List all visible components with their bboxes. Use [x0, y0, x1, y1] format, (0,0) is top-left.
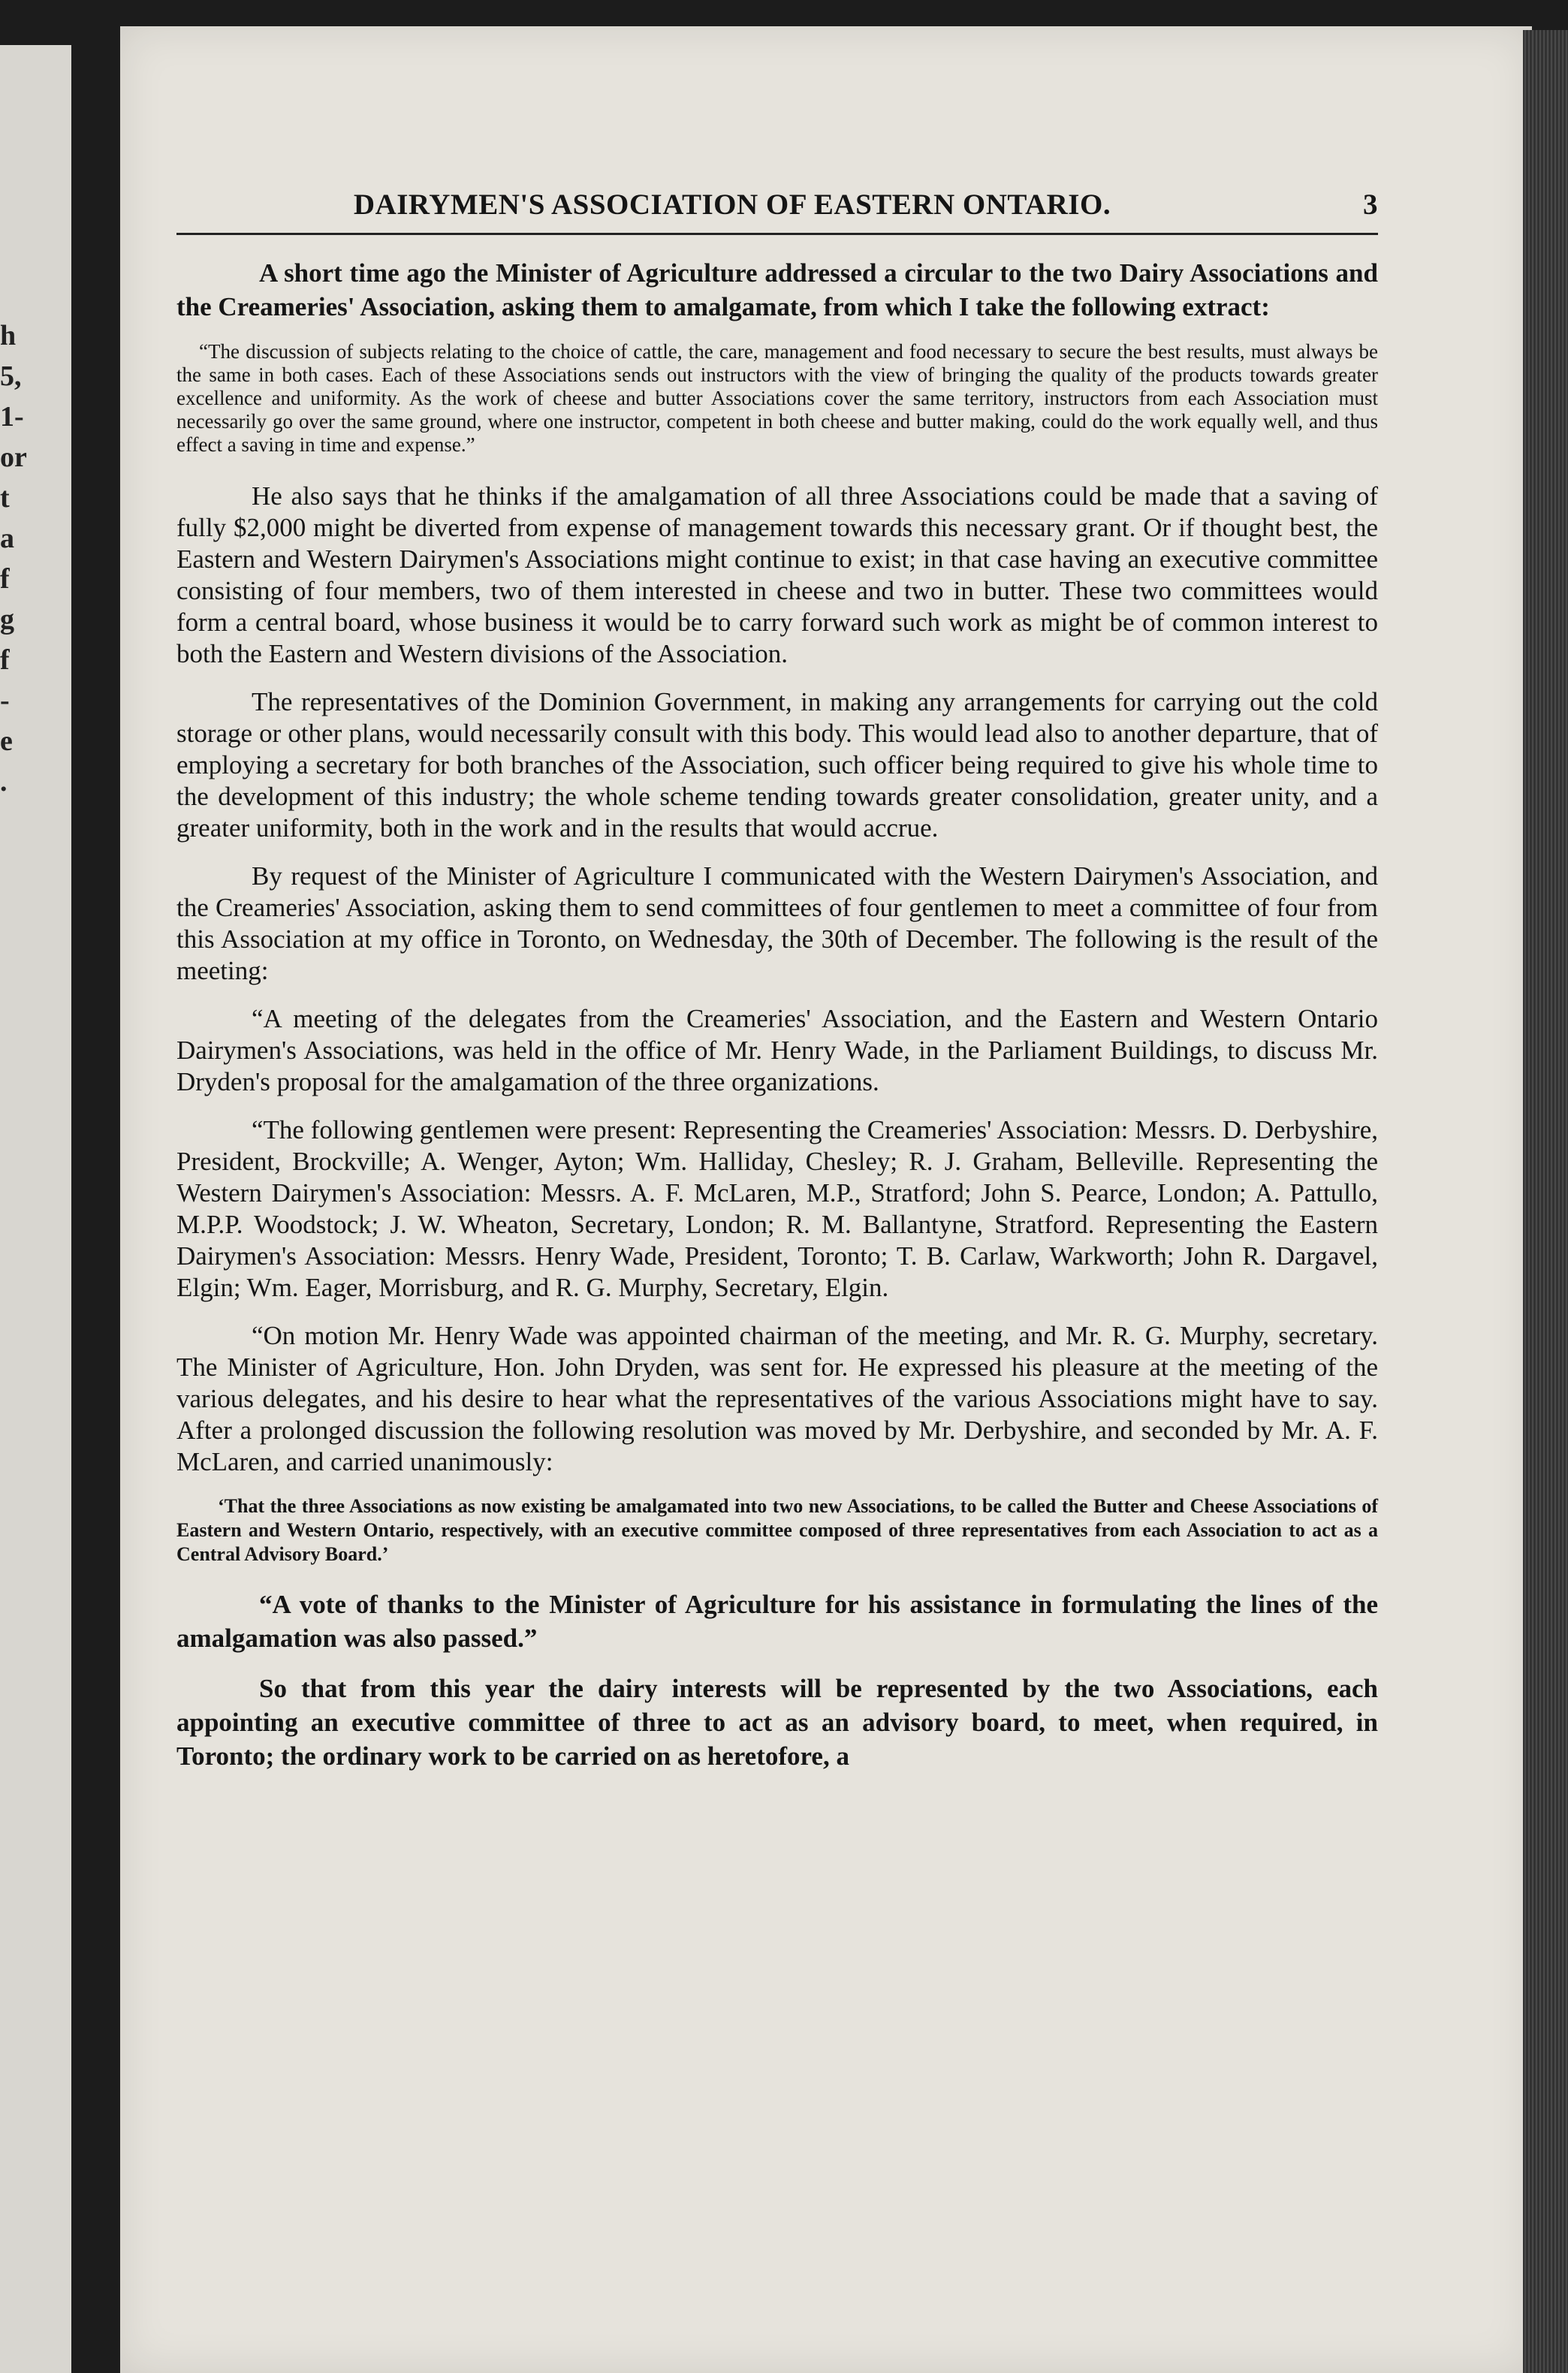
facing-page-text-fragments: h 5, 1- or t a f g f - e .	[0, 320, 27, 798]
header-rule	[176, 233, 1378, 235]
running-title: DAIRYMEN'S ASSOCIATION OF EASTERN ONTARIO.	[353, 188, 1111, 221]
paragraph-amalgamation-savings: He also says that he thinks if the amalgamation of all three Associations could be made that a saving of fully $2,000 might be diverted from expense of management towards this necessary grant. Or if thought best, the Eastern and Western Dairymen's Associations might continue to exist; in that case having an executive committee consisting of four members, two of them interested in cheese and two in butter. These two committees would form a central board, whose business it would be to carry forward such work as might be of common interest to both the Eastern and Western divisions of the Association.	[176, 481, 1378, 668]
paragraph-dominion-government: The representatives of the Dominion Government, in making any arrangements for carrying out the cold storage or other plans, would necessarily consult with this body. This would lead also to another departure, that of employing a secretary for both branches of the Association, such officer being required to give his whole time to the development of this industry; the whole scheme tending towards greater consolidation, greater unity, and a greater uniformity, both in the work and in the results that would accrue.	[176, 687, 1378, 843]
facing-page-edge	[0, 45, 71, 2373]
paragraph-gentlemen-present: “The following gentlemen were present: Representing the Creameries' Association: Messrs. D. Derbyshire, President, Brockville; A. Wenger, Ayton; Wm. Halliday, Chesley; R. J. Graham, Belleville. Representing the Western Dairymen's Association: Messrs. A. F. McLaren, M.P., Stratford; John S. Pearce, London; A. Pattullo, M.P.P. Woodstock; J. W. Wheaton, Secretary, London; R. M. Ballantyne, Stratford. Representing the Eastern Dairymen's Association: Messrs. Henry Wade, President, Toronto; T. B. Carlaw, Warkworth; John R. Dargavel, Elgin; Wm. Eager, Morrisburg, and R. G. Murphy, Secretary, Elgin.	[176, 1115, 1378, 1302]
running-head	[176, 180, 1378, 233]
paragraph-motion: “On motion Mr. Henry Wade was appointed chairman of the meeting, and Mr. R. G. Murphy, secretary. The Minister of Agriculture, Hon. John Dryden, was sent for. He expressed his pleasure at the meeting of the various delegates, and his desire to hear what the representatives of the various Associations might have to say. After a prolonged discussion the following resolution was moved by Mr. Derbyshire, and seconded by Mr. A. F. McLaren, and carried unanimously:	[176, 1321, 1378, 1476]
paragraph-request-meeting: By request of the Minister of Agriculture I communicated with the Western Dairymen's Association, and the Creameries' Association, asking them to send committees of four gentlemen to meet a committee of four from this Association at my office in Toronto, on Wednesday, the 30th of December. The following is the result of the meeting:	[176, 861, 1378, 985]
page-content	[176, 180, 1378, 1790]
page-stack-edge	[1523, 30, 1568, 2373]
resolution-quote: ‘That the three Associations as now existing be amalgamated into two new Associations, to be called the Butter and Cheese Associations of Eastern and Western Ontario, respectively, with an executive committee composed of three representatives from each Association to act as a Central Advisory Board.’	[176, 1495, 1378, 1565]
paragraph-conclusion: So that from this year the dairy interests will be represented by the two Associations, each appointing an executive committee of three to act as an advisory board, to meet, when required, in Toronto; the ordinary work to be carried on as heretofore, a	[176, 1674, 1378, 1771]
paragraph-circular-intro: A short time ago the Minister of Agriculture addressed a circular to the two Dairy Associations and the Creameries' Association, asking them to amalgamate, from which I take the following extract:	[176, 258, 1378, 321]
paragraph-meeting-held: “A meeting of the delegates from the Creameries' Association, and the Eastern and Western Ontario Dairymen's Associations, was held in the office of Mr. Henry Wade, in the Parliament Buildings, to discuss Mr. Dryden's proposal for the amalgamation of the three organizations.	[176, 1004, 1378, 1096]
quoted-extract: “The discussion of subjects relating to the choice of cattle, the care, management and food necessary to secure the best results, must always be the same in both cases. Each of these Associations sends out instructors with the view of bringing the quality of the products towards greater excellence and uniformity. As the work of cheese and butter Associations cover the same territory, instructors from each Association must necessarily go over the same ground, where one instructor, competent in both cheese and butter making, could do the work equally well, and thus effect a saving in time and expense.”	[176, 340, 1378, 456]
paragraph-vote-of-thanks: “A vote of thanks to the Minister of Agriculture for his assistance in formulating the lines of the amalgamation was also passed.”	[176, 1590, 1378, 1653]
page-number: 3	[1363, 188, 1378, 221]
